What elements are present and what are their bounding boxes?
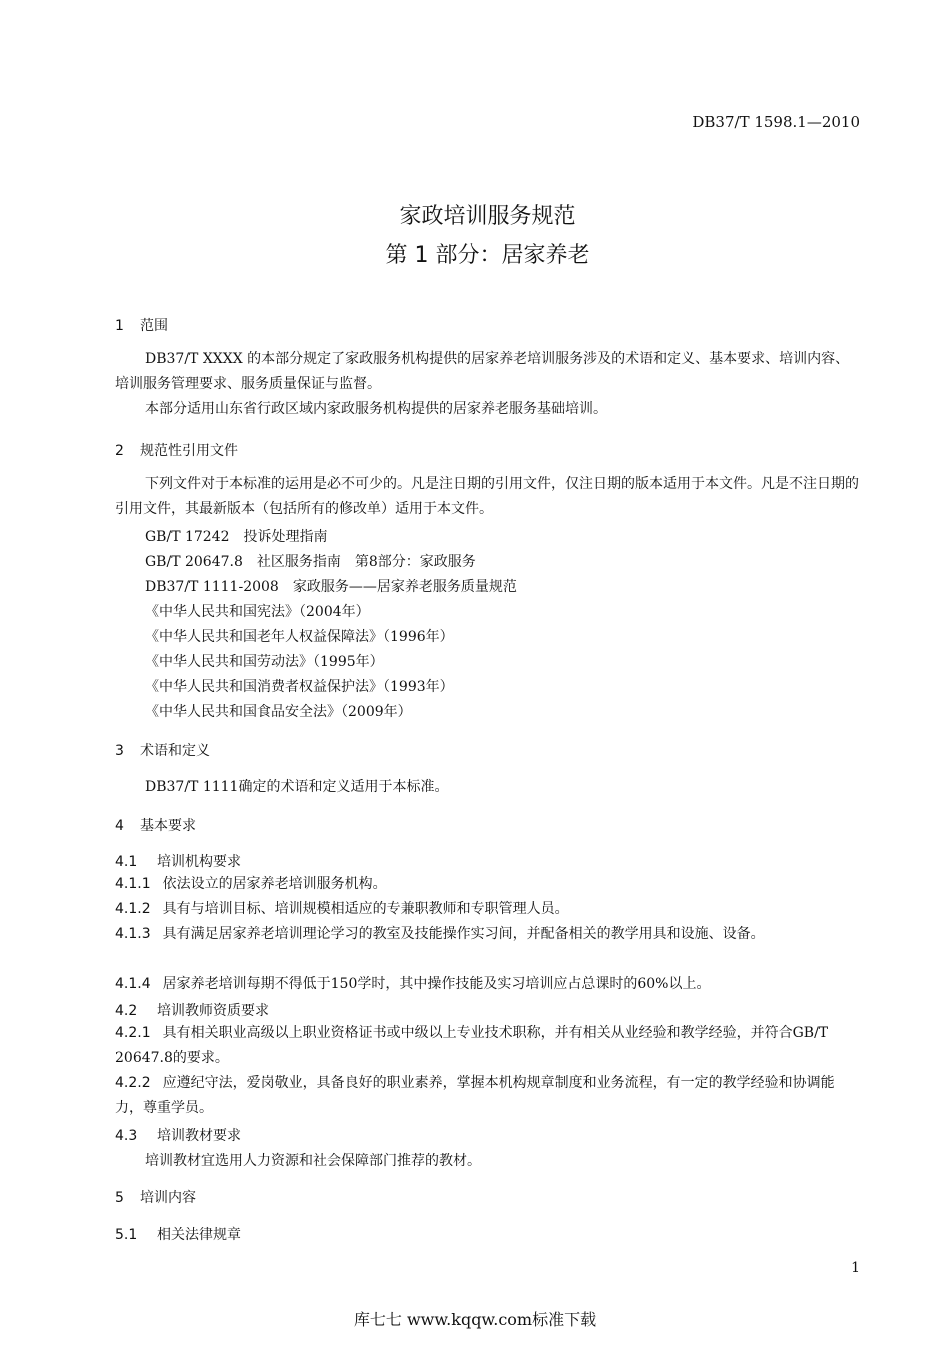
paragraph: 下列文件对于本标准的运用是必不可少的。凡是注日期的引用文件，仅注日期的版本适用于本文件。凡是不注日期的引用文件，其最新版本（包括所有的修改单）适用于本文件。	[115, 476, 859, 517]
footer-watermark: 库七七 www.kqqw.com标准下载	[353, 1310, 597, 1329]
section-heading-4: 4 基本要求	[115, 818, 196, 834]
document-subtitle: 第 1 部分：居家养老	[385, 243, 590, 268]
document-title: 家政培训服务规范	[399, 204, 576, 229]
paragraph: 本部分适用山东省行政区域内家政服务机构提供的居家养老服务基础培训。	[145, 401, 607, 417]
section-heading-2: 2 规范性引用文件	[115, 443, 238, 459]
subsection-heading: 5.1 相关法律规章	[115, 1227, 241, 1243]
paragraph: DB37/T XXXX 的本部分规定了家政服务机构提供的居家养老培训服务涉及的术语和定义、基本要求、培训内容、培训服务管理要求、服务质量保证与监督。	[115, 351, 850, 392]
reference-item: 《中华人民共和国食品安全法》（2009年）	[145, 704, 412, 720]
reference-item: DB37/T 1111-2008 家政服务——居家养老服务质量规范	[145, 579, 517, 595]
paragraph: DB37/T 1111确定的术语和定义适用于本标准。	[145, 779, 449, 795]
clause-item: 4.1.1 依法设立的居家养老培训服务机构。	[115, 876, 387, 892]
reference-item: 《中华人民共和国宪法》（2004年）	[145, 604, 370, 620]
reference-item: 《中华人民共和国老年人权益保障法》（1996年）	[145, 629, 454, 645]
clause-item: 4.2.2 应遵纪守法，爱岗敬业，具备良好的职业素养，掌握本机构规章制度和业务流程，有一定的教学经验和协调能力，尊重学员。	[115, 1075, 835, 1116]
subsection-heading: 4.2 培训教师资质要求	[115, 1003, 269, 1019]
clause-item: 4.1.2 具有与培训目标、培训规模相适应的专兼职教师和专职管理人员。	[115, 901, 569, 917]
section-heading-3: 3 术语和定义	[115, 743, 210, 759]
reference-item: GB/T 17242 投诉处理指南	[145, 529, 328, 545]
reference-item: 《中华人民共和国劳动法》（1995年）	[145, 654, 384, 670]
paragraph: 培训教材宜选用人力资源和社会保障部门推荐的教材。	[145, 1153, 481, 1169]
document-number: DB37/T 1598.1—2010	[692, 113, 860, 131]
clause-item: 4.1.4 居家养老培训每期不得低于150学时，其中操作技能及实习培训应占总课时的60%以上。	[115, 976, 711, 992]
subsection-heading: 4.1 培训机构要求	[115, 854, 241, 870]
subsection-heading: 4.3 培训教材要求	[115, 1128, 241, 1144]
page-number: 1	[851, 1260, 860, 1276]
reference-item: 《中华人民共和国消费者权益保护法》（1993年）	[145, 679, 454, 695]
section-heading-1: 1 范围	[115, 318, 168, 334]
clause-item: 4.2.1 具有相关职业高级以上职业资格证书或中级以上专业技术职称，并有相关从业经验和教学经验，并符合GB/T 20647.8的要求。	[115, 1025, 829, 1066]
section-heading-5: 5 培训内容	[115, 1190, 196, 1206]
clause-item: 4.1.3 具有满足居家养老培训理论学习的教室及技能操作实习间，并配备相关的教学用具和设施、设备。	[115, 926, 765, 942]
reference-item: GB/T 20647.8 社区服务指南 第8部分：家政服务	[145, 554, 476, 570]
